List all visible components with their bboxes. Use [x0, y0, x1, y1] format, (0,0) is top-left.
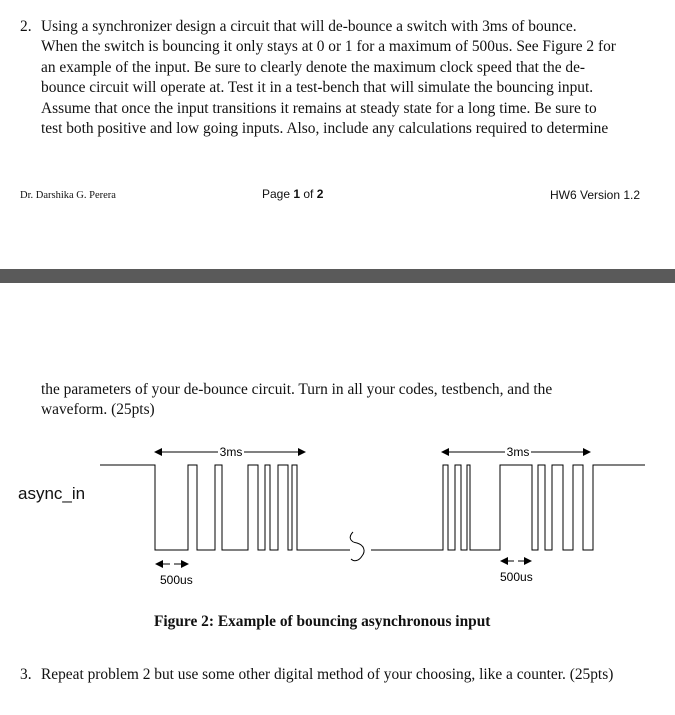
- problem-2-number: 2.: [20, 18, 32, 35]
- signal-label: async_in: [18, 484, 86, 503]
- footer-page-number: [262, 187, 323, 201]
- problem-2-line: Assume that once the input transitions it remains at steady state for a long time. Be sure to: [41, 99, 597, 117]
- problem-2-line: bounce circuit will operate at. Test it in a test-bench that will simulate the bouncing input.: [41, 79, 594, 97]
- pulse-label-left: 500us: [160, 573, 193, 587]
- problem-3-number: 3.: [20, 666, 32, 683]
- page-prefix: Page: [262, 187, 294, 201]
- problem-2-line: the parameters of your de-bounce circuit. Turn in all your codes, testbench, and the: [41, 381, 553, 398]
- pulse-width-marker-left: [156, 564, 193, 587]
- page-of: of: [300, 187, 317, 201]
- problem-2-line: waveform. (25pts): [41, 401, 155, 419]
- footer-author: Dr. Darshika G. Perera: [20, 190, 116, 201]
- bouncing-waveform-figure: [0, 440, 675, 600]
- problem-2-text: [41, 17, 641, 139]
- span-label-left: 3ms: [219, 445, 243, 459]
- pulse-width-marker-right: [500, 561, 533, 584]
- problem-2-line: Using a synchronizer design a circuit that will de-bounce a switch with 3ms of bounce.: [41, 18, 577, 35]
- problem-2-line: test both positive and low going inputs. Also, include any calculations required to determine: [41, 120, 609, 138]
- span-arrow-left: [155, 445, 305, 459]
- problem-3-text: Repeat problem 2 but use some other digital method of your choosing, like a counter. (25pts): [41, 666, 614, 683]
- waveform-segment-right: [371, 465, 645, 550]
- pulse-label-right: 500us: [500, 570, 533, 584]
- span-label-right: 3ms: [506, 445, 530, 459]
- span-arrow-right: [442, 445, 590, 459]
- problem-2-continued: [41, 380, 641, 421]
- waveform-segment-left: [100, 465, 350, 550]
- break-squiggle-icon: [350, 532, 364, 561]
- page-break-divider: [0, 269, 675, 283]
- figure-caption: Figure 2: Example of bouncing asynchronous input: [154, 613, 491, 630]
- page-total: 2: [316, 187, 324, 201]
- footer-version: HW6 Version 1.2: [550, 188, 641, 202]
- problem-2-line: When the switch is bouncing it only stays at 0 or 1 for a maximum of 500us. See Figure 2 for: [41, 38, 616, 56]
- problem-2-line: an example of the input. Be sure to clearly denote the maximum clock speed that the de-: [41, 58, 586, 76]
- page-current: 1: [293, 187, 301, 201]
